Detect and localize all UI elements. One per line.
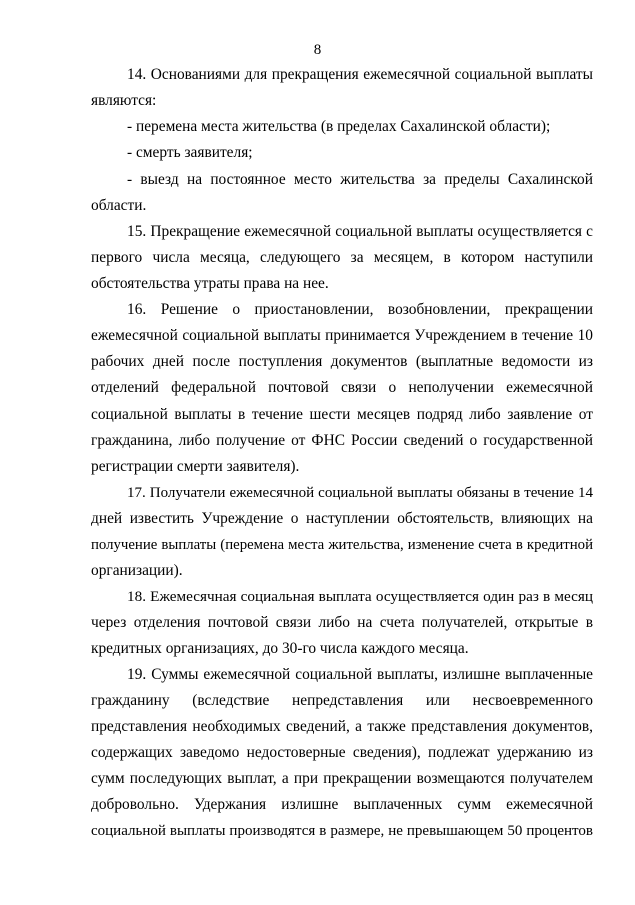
text-line: области. — [91, 197, 147, 214]
text-line: ежемесячной социальной выплаты принимается Учреждением в течение 10 — [91, 327, 593, 344]
text-line: - выезд на постоянное место жительства за пределы Сахалинской — [127, 171, 593, 188]
text-line: рабочих дней после поступления документов (выплатные ведомости из — [91, 353, 593, 370]
text-line: регистрации смерти заявителя). — [91, 458, 300, 475]
text-line: добровольно. Удержания излишне выплаченных сумм ежемесячной — [91, 796, 593, 813]
text-line: социальной выплаты производятся в размере, не превышающем 50 процентов — [91, 823, 593, 839]
page-number: 8 — [313, 42, 322, 58]
text-line: - смерть заявителя; — [127, 144, 253, 161]
text-line: представления необходимых сведений, а также представления документов, — [91, 718, 593, 735]
text-line: 15. Прекращение ежемесячной социальной выплаты осуществляется с — [127, 223, 593, 240]
text-line: обстоятельства утраты права на нее. — [91, 275, 329, 292]
text-line: гражданину (вследствие непредставления или несвоевременного — [91, 692, 593, 709]
text-line: 17. Получатели ежемесячной социальной выплаты обязаны в течение 14 — [127, 485, 593, 501]
text-line: через отделения почтовой связи либо на счета получателей, открытые в — [91, 614, 593, 631]
text-line: социальной выплаты в течение шести месяцев подряд либо заявление от — [91, 406, 593, 423]
text-line: сумм последующих выплат, а при прекращении возмещаются получателем — [91, 770, 593, 787]
text-line: 18. Ежемесячная социальная выплата осуществляется один раз в месяц — [127, 588, 593, 605]
text-line: отделений федеральной почтовой связи о неполучении ежемесячной — [91, 379, 593, 396]
text-line: 19. Суммы ежемесячной социальной выплаты, излишне выплаченные — [127, 666, 593, 683]
text-line: дней известить Учреждение о наступлении обстоятельств, влияющих на — [91, 510, 593, 527]
text-line: организации). — [91, 562, 183, 579]
text-line: содержащих заведомо недостоверные сведения), подлежат удержанию из — [91, 744, 593, 761]
text-line: первого числа месяца, следующего за месяцем, в котором наступили — [91, 249, 593, 266]
text-line: получение выплаты (перемена места жительства, изменение счета в кредитной — [91, 537, 593, 553]
text-line: 14. Основаниями для прекращения ежемесячной социальной выплаты — [127, 66, 593, 83]
text-line: кредитных организациях, до 30-го числа каждого месяца. — [91, 640, 469, 657]
text-line: 16. Решение о приостановлении, возобновлении, прекращении — [127, 301, 593, 318]
text-line: - перемена места жительства (в пределах Сахалинской области); — [127, 118, 551, 135]
text-line: гражданина, либо получение от ФНС России сведений о государственной — [91, 432, 593, 449]
text-line: являются: — [91, 92, 157, 109]
